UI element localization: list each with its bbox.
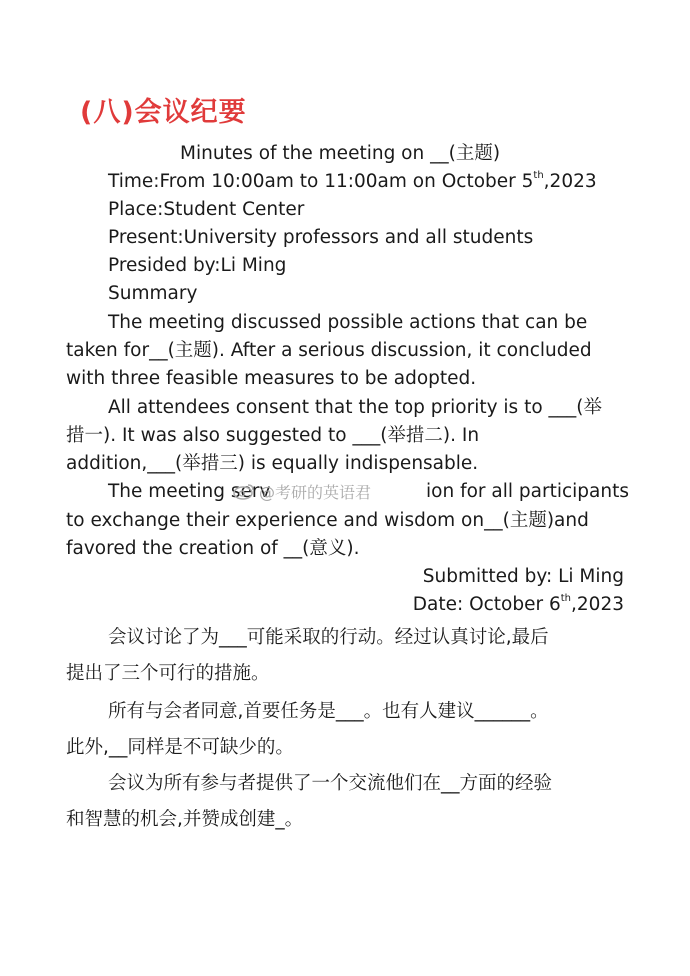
body-cn-line: 会议为所有参与者提供了一个交流他们在__方面的经验	[108, 773, 553, 794]
body-en-line: favored the creation of __(意义).	[66, 538, 360, 559]
meta-time-text: Time:From 10:00am to 11:00am on October 5	[108, 171, 534, 192]
body-cn-line: 提出了三个可行的措施。	[66, 663, 270, 684]
meta-time-sup: th	[533, 169, 544, 181]
date-year: ,2023	[571, 594, 624, 615]
date-text: Date: October 6	[412, 594, 561, 615]
submission-date	[413, 593, 624, 617]
body-en-line: taken for__(主题). After a serious discussion, it concluded	[66, 340, 592, 361]
body-cn-line: 和智慧的机会,并赞成创建_。	[66, 809, 304, 830]
body-cn-line: 此外,__同样是不可缺少的。	[66, 737, 294, 758]
body-en-line: addition,___(举措三) is equally indispensable.	[66, 453, 479, 474]
body-en-line: with three feasible measures to be adopted.	[66, 368, 477, 389]
meta-time	[108, 170, 597, 194]
body-cn-line: 会议讨论了为___可能采取的行动。经过认真讨论,最后	[108, 627, 549, 648]
watermark-text: @考研的英语君	[259, 482, 372, 502]
section-heading: (八)会议纪要	[80, 97, 247, 128]
meta-summary: Summary	[108, 283, 198, 304]
body-en-line: ion for all participants	[426, 481, 629, 502]
meta-time-year: ,2023	[543, 171, 597, 192]
body-cn-line: 所有与会者同意,首要任务是___。也有人建议______。	[108, 701, 549, 722]
body-en-line: 措一). It was also suggested to ___(举措二). In	[66, 425, 480, 446]
date-sup: th	[560, 592, 572, 604]
body-en-line: The meeting serv	[108, 481, 271, 502]
watermark	[233, 478, 423, 504]
body-en-line: All attendees consent that the top priority is to ___(举	[108, 397, 602, 418]
body-en-line: to exchange their experience and wisdom on__(主题)and	[66, 510, 589, 531]
submitted-by: Submitted by: Li Ming	[422, 566, 624, 587]
body-en-line: The meeting discussed possible actions that can be	[108, 312, 588, 333]
minutes-title: Minutes of the meeting on __(主题)	[180, 143, 501, 164]
meta-place: Place:Student Center	[108, 199, 305, 220]
meta-present: Present:University professors and all students	[108, 227, 534, 248]
weibo-logo-icon	[233, 482, 255, 500]
meta-presided: Presided by:Li Ming	[108, 255, 287, 276]
